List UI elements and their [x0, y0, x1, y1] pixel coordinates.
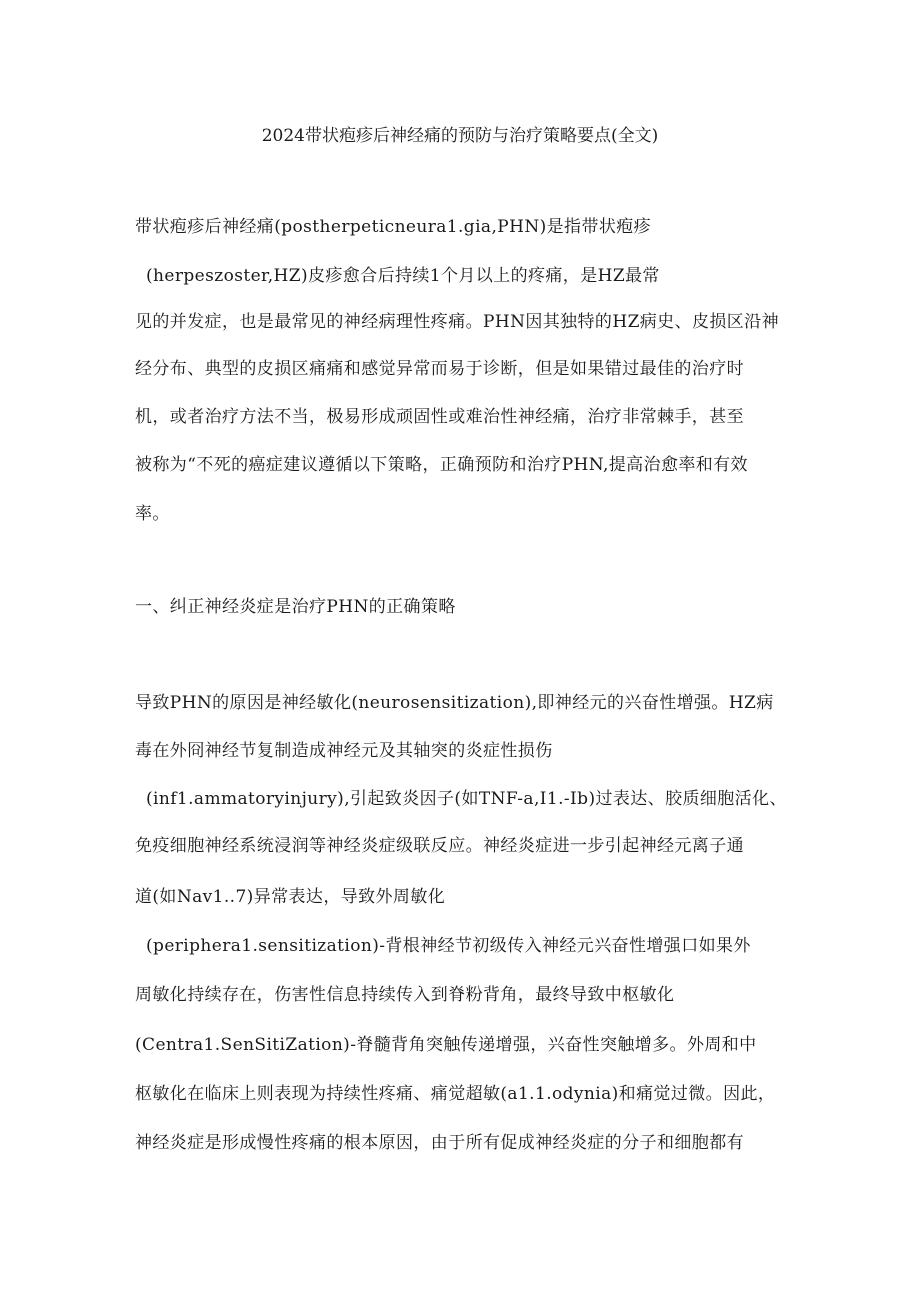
intro-line: 率。	[135, 504, 170, 524]
intro-line: 带状疱疹后神经痛(postherpeticneura1.gia,PHN)是指带状疱疹	[135, 217, 652, 237]
body-line: 神经炎症是形成慢性疼痛的根本原因，由于所有促成神经炎症的分子和细胞都有	[135, 1133, 744, 1153]
intro-line: (herpeszoster,HZ)皮疹愈合后持续1个月以上的疼痛，是HZ最常	[146, 266, 660, 286]
body-line: (periphera1.sensitization)-背根神经节初级传入神经元兴奋性增强口如果外	[146, 936, 751, 956]
body-line: 道(如Nav1..7)异常表达，导致外周敏化	[135, 887, 446, 907]
intro-line: 见的并发症，也是最常见的神经病理性疼痛。PHN因其独特的HZ病史、皮损区沿神	[135, 312, 779, 332]
body-line: (inf1.ammatoryinjury),引起致炎因子(如TNF-a,I1.-Ib)过表达、胶质细胞活化、	[146, 789, 787, 809]
body-line: (Centra1.SenSitiZation)-脊髓背角突触传递增强，兴奋性突触增多。外周和中	[135, 1035, 757, 1055]
intro-line: 被称为“不死的癌症建议遵循以下策略，正确预防和治疗PHN,提高治愈率和有效	[135, 455, 748, 475]
section-heading: 一、纠正神经炎症是治疗PHN的正确策略	[135, 597, 456, 617]
intro-line: 经分布、典型的皮损区痛痛和感觉异常而易于诊断，但是如果错过最佳的治疗时	[135, 359, 744, 379]
document-title: 2024带状疱疹后神经痛的预防与治疗策略要点(全文)	[261, 126, 659, 146]
intro-line: 机，或者治疗方法不当，极易形成顽固性或难治性神经痛，治疗非常棘手，甚至	[135, 407, 744, 427]
body-line: 枢敏化在临床上则表现为持续性疼痛、痛觉超敏(a1.1.odynia)和痛觉过微。因此，	[135, 1084, 776, 1104]
body-line: 免疫细胞神经系统浸润等神经炎症级联反应。神经炎症进一步引起神经元离子通	[135, 836, 744, 856]
body-line: 导致PHN的原因是神经敏化(neurosensitization),即神经元的兴奋性增强。HZ病	[135, 693, 774, 713]
body-line: 毒在外冏神经节复制造成神经元及其轴突的炎症性损伤	[135, 741, 553, 761]
body-line: 周敏化持续存在，伤害性信息持续传入到脊粉背角，最终导致中枢敏化	[135, 985, 675, 1005]
